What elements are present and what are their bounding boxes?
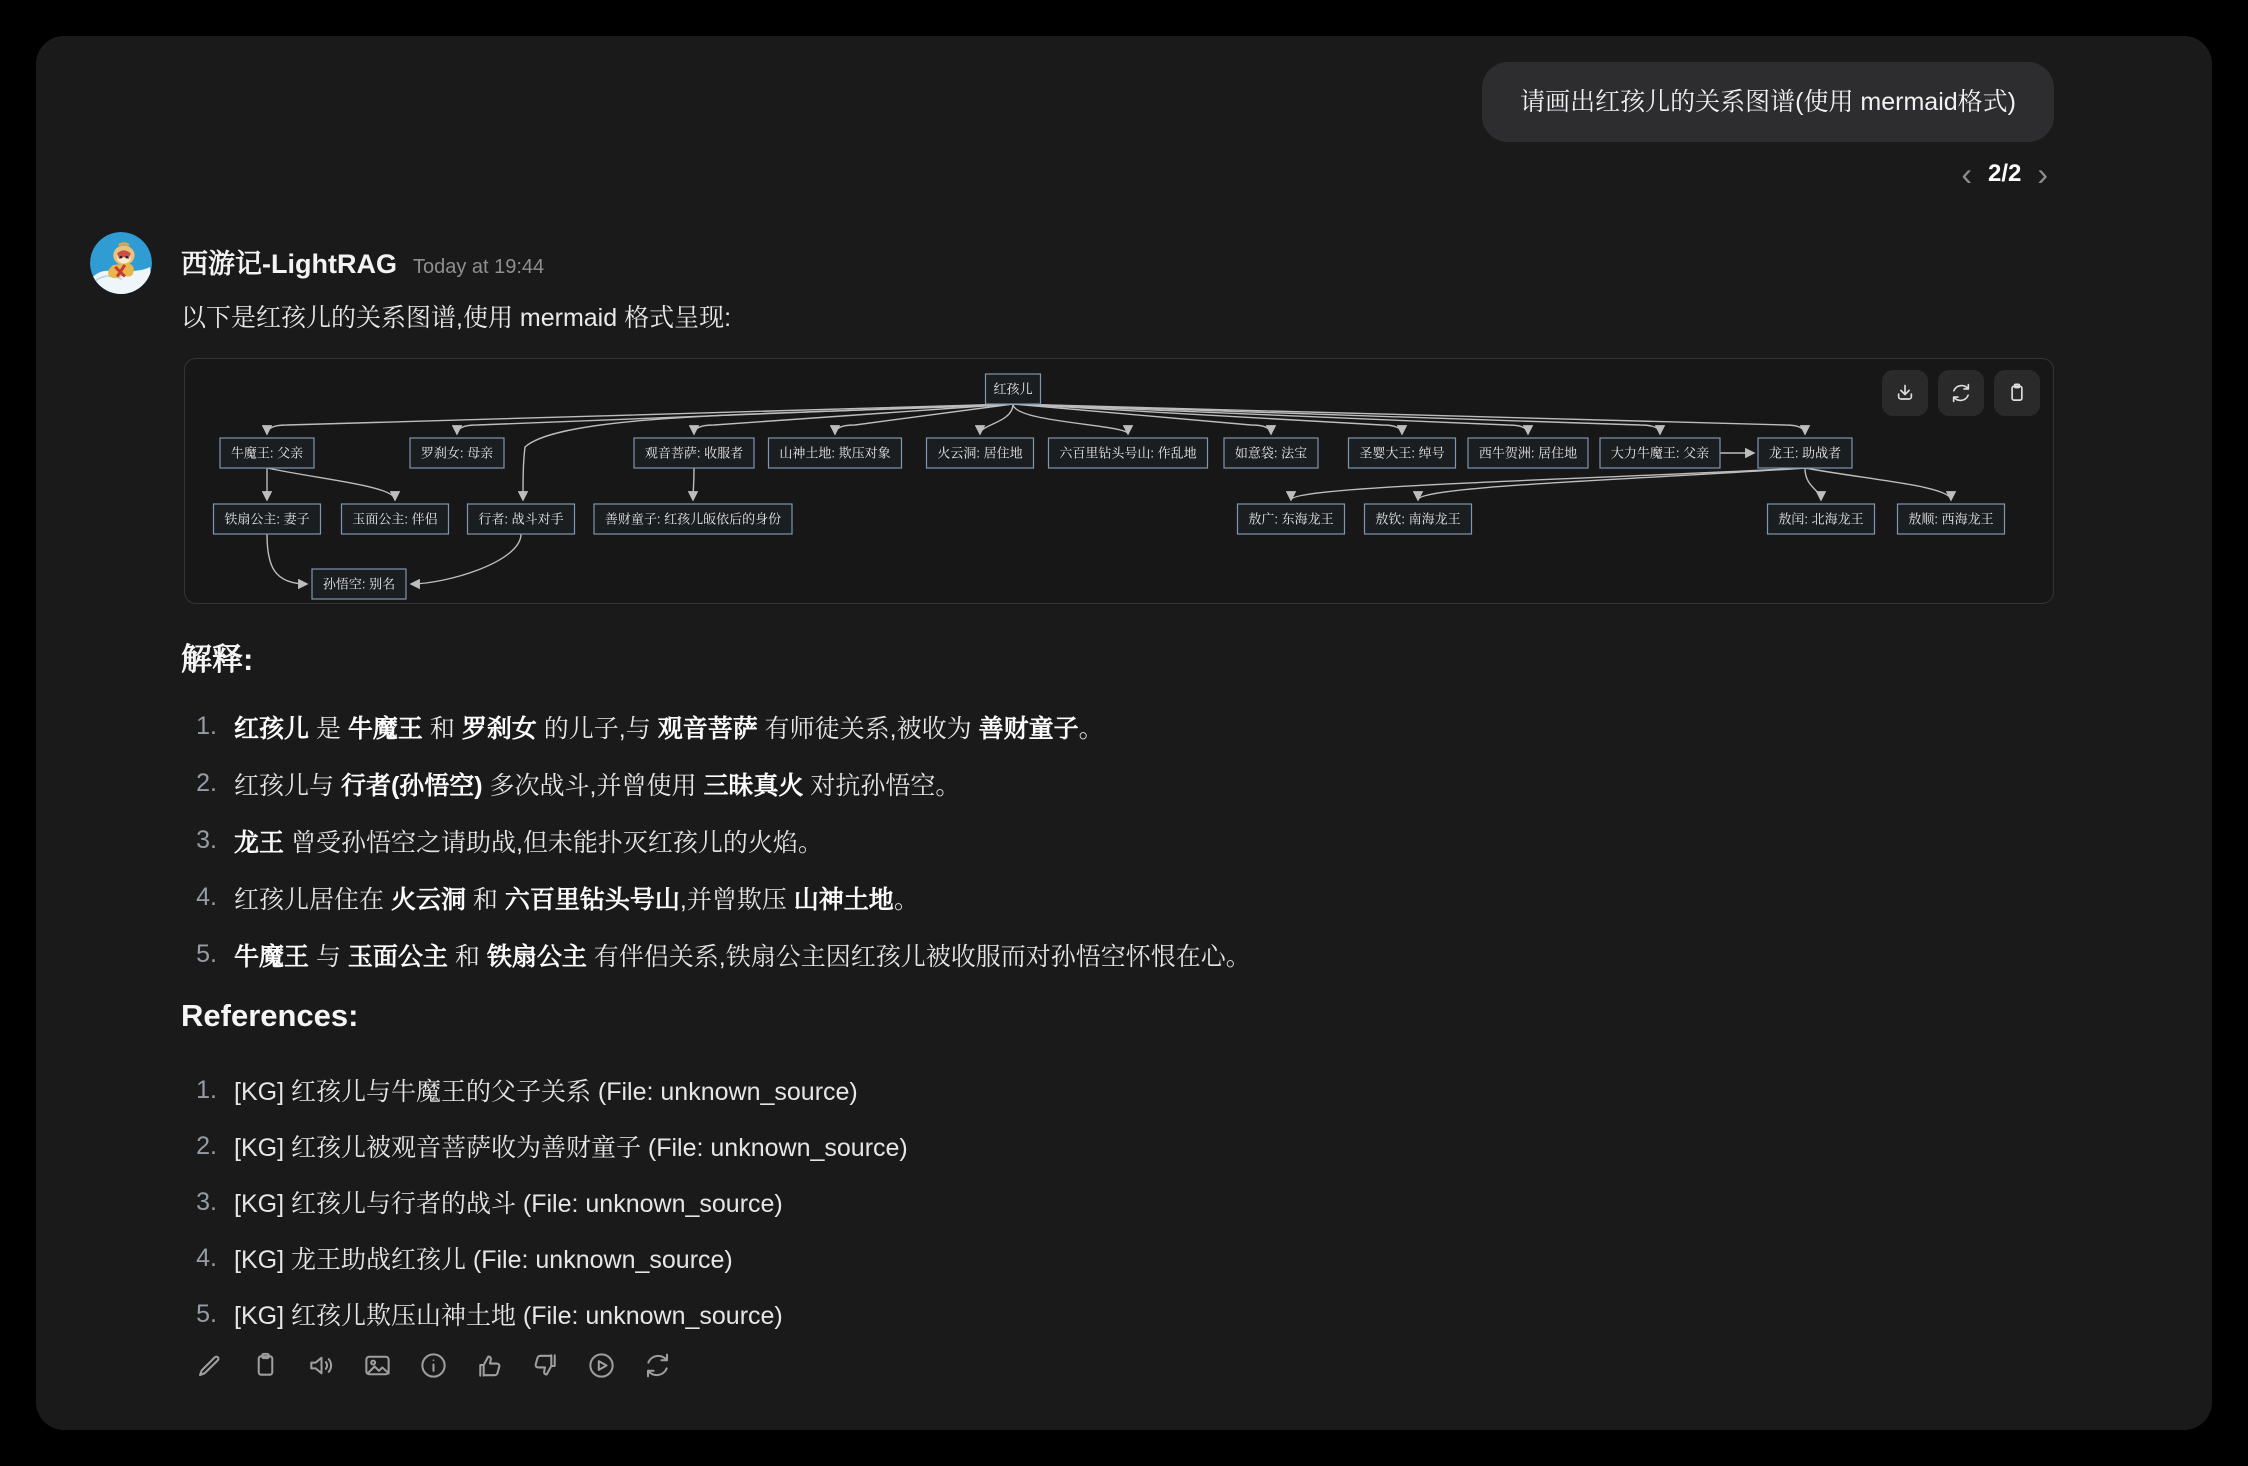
svg-text:罗刹女: 母亲: 罗刹女: 母亲 xyxy=(420,445,494,461)
speaker-icon xyxy=(306,1350,337,1381)
graph-edge-lw-ar xyxy=(1805,468,1821,500)
graph-node-nmw xyxy=(220,438,314,468)
graph-node-dl xyxy=(1600,438,1720,468)
graph-node-lbl xyxy=(1049,438,1208,468)
clipboard-icon xyxy=(2005,381,2029,405)
reference-item-text: [KG] 红孩儿欺压山神土地 (File: unknown_source) xyxy=(234,1302,783,1330)
image-icon xyxy=(362,1350,393,1381)
svg-text:行者: 战斗对手: 行者: 战斗对手 xyxy=(478,511,564,527)
reference-item xyxy=(181,1230,908,1286)
diagram-refresh-button[interactable] xyxy=(1938,370,1984,416)
graph-edge-lw-aq xyxy=(1418,468,1805,500)
monkey-avatar-icon xyxy=(90,232,152,294)
graph-node-ag xyxy=(1238,504,1345,534)
mermaid-diagram xyxy=(184,358,2054,604)
relationship-graph xyxy=(185,359,2053,601)
graph-edge-hhe-hyd xyxy=(980,404,1013,434)
svg-text:敖钦: 南海龙王: 敖钦: 南海龙王 xyxy=(1375,511,1461,527)
reference-item-text: [KG] 红孩儿与行者的战斗 (File: unknown_source) xyxy=(234,1190,783,1218)
graph-edge-xz-swk xyxy=(411,534,521,584)
regenerate-button[interactable] xyxy=(642,1350,673,1381)
graph-edge-nmw-ymg xyxy=(267,468,395,500)
next-page-button[interactable]: › xyxy=(2037,156,2048,192)
chat-panel xyxy=(36,36,2212,1430)
graph-node-hhe xyxy=(986,374,1041,404)
svg-text:大力牛魔王: 父亲: 大力牛魔王: 父亲 xyxy=(1610,445,1710,461)
graph-node-hyd xyxy=(927,438,1034,468)
pencil-icon xyxy=(194,1350,225,1381)
graph-node-swk xyxy=(312,569,406,599)
assistant-intro-text: 以下是红孩儿的关系图谱,使用 mermaid 格式呈现: xyxy=(181,304,732,332)
user-message-bubble xyxy=(1482,62,2054,142)
svg-text:圣婴大王: 绰号: 圣婴大王: 绰号 xyxy=(1359,445,1445,461)
refresh-icon xyxy=(642,1350,673,1381)
info-icon xyxy=(418,1350,449,1381)
svg-text:火云洞: 居住地: 火云洞: 居住地 xyxy=(937,445,1023,461)
diagram-download-button[interactable] xyxy=(1882,370,1928,416)
graph-node-sst xyxy=(769,438,902,468)
graph-edge-gy-scz xyxy=(693,468,694,500)
explanation-item-text: 红孩儿居住在 火云洞 和 六百里钻头号山,并曾欺压 山神土地。 xyxy=(234,885,919,914)
thumbs-up-icon xyxy=(474,1350,505,1381)
svg-text:敖顺: 西海龙王: 敖顺: 西海龙王 xyxy=(1908,511,1994,527)
graph-node-ryd xyxy=(1224,438,1318,468)
explanation-item xyxy=(181,698,1251,755)
explanation-item xyxy=(181,812,1251,869)
svg-text:牛魔王: 父亲: 牛魔王: 父亲 xyxy=(230,445,304,461)
user-message-text: 请画出红孩儿的关系图谱(使用 mermaid格式) xyxy=(1520,88,2016,116)
graph-edge-tsg-swk xyxy=(267,534,307,584)
view-image-button[interactable] xyxy=(362,1350,393,1381)
svg-text:善财童子: 红孩儿皈依后的身份: 善财童子: 红孩儿皈依后的身份 xyxy=(604,511,782,527)
copy-button[interactable] xyxy=(250,1350,281,1381)
svg-text:龙王: 助战者: 龙王: 助战者 xyxy=(1768,445,1842,461)
page-indicator: 2/2 xyxy=(1987,160,2022,187)
graph-node-scz xyxy=(594,504,792,534)
graph-node-lw xyxy=(1758,438,1852,468)
refresh-icon xyxy=(1949,381,1973,405)
message-pagination xyxy=(1961,158,2048,190)
reference-item-text: [KG] 红孩儿与牛魔王的父子关系 (File: unknown_source) xyxy=(234,1078,858,1106)
explanation-heading: 解释: xyxy=(181,642,254,677)
graph-node-aq xyxy=(1365,504,1472,534)
svg-text:敖广: 东海龙王: 敖广: 东海龙王 xyxy=(1248,511,1334,527)
references-list xyxy=(181,1062,908,1342)
explanation-item-text: 牛魔王 与 玉面公主 和 铁扇公主 有伴侣关系,铁扇公主因红孩儿被收服而对孙悟空怀恨在心。 xyxy=(234,942,1251,971)
reference-item-text: [KG] 红孩儿被观音菩萨收为善财童子 (File: unknown_source) xyxy=(234,1134,908,1162)
graph-node-ar xyxy=(1768,504,1875,534)
graph-node-gy xyxy=(634,438,754,468)
thumbs-down-icon xyxy=(530,1350,561,1381)
explanation-item-text: 红孩儿 是 牛魔王 和 罗刹女 的儿子,与 观音菩萨 有师徒关系,被收为 善财童子。 xyxy=(234,714,1104,743)
assistant-message-header xyxy=(181,242,544,281)
svg-text:西牛贺洲: 居住地: 西牛贺洲: 居住地 xyxy=(1478,445,1578,461)
svg-text:红孩儿: 红孩儿 xyxy=(993,381,1033,397)
svg-text:如意袋: 法宝: 如意袋: 法宝 xyxy=(1234,445,1308,461)
svg-text:铁扇公主: 妻子: 铁扇公主: 妻子 xyxy=(224,511,310,527)
graph-node-tsg xyxy=(214,504,321,534)
read-aloud-button[interactable] xyxy=(306,1350,337,1381)
reference-item xyxy=(181,1062,908,1118)
assistant-avatar xyxy=(90,232,152,294)
play-button[interactable] xyxy=(586,1350,617,1381)
graph-node-xnh xyxy=(1468,438,1588,468)
svg-text:玉面公主: 伴侣: 玉面公主: 伴侣 xyxy=(352,511,438,527)
explanation-item xyxy=(181,926,1251,983)
graph-edge-hhe-lsn xyxy=(457,404,1013,434)
reference-item xyxy=(181,1286,908,1342)
explanation-item-text: 红孩儿与 行者(孙悟空) 多次战斗,并曾使用 三昧真火 对抗孙悟空。 xyxy=(234,771,961,800)
diagram-toolbar xyxy=(1882,370,2040,416)
explanation-list xyxy=(181,698,1251,983)
dislike-button[interactable] xyxy=(530,1350,561,1381)
graph-node-lsn xyxy=(410,438,504,468)
graph-node-syd xyxy=(1349,438,1456,468)
clipboard-icon xyxy=(250,1350,281,1381)
download-icon xyxy=(1893,381,1917,405)
graph-node-xz xyxy=(468,504,575,534)
svg-text:六百里钻头号山: 作乱地: 六百里钻头号山: 作乱地 xyxy=(1059,445,1197,461)
references-heading: References: xyxy=(181,998,359,1033)
svg-text:孙悟空: 别名: 孙悟空: 别名 xyxy=(322,576,396,592)
assistant-name: 西游记-LightRAG xyxy=(181,249,397,279)
edit-button[interactable] xyxy=(194,1350,225,1381)
message-action-bar xyxy=(194,1350,673,1381)
explanation-item xyxy=(181,755,1251,812)
explanation-item xyxy=(181,869,1251,926)
svg-text:敖闰: 北海龙王: 敖闰: 北海龙王 xyxy=(1778,511,1864,527)
reference-item xyxy=(181,1174,908,1230)
graph-node-as xyxy=(1898,504,2005,534)
message-timestamp: Today at 19:44 xyxy=(412,256,545,278)
diagram-copy-button[interactable] xyxy=(1994,370,2040,416)
graph-node-ymg xyxy=(342,504,449,534)
explanation-item-text: 龙王 曾受孙悟空之请助战,但未能扑灭红孩儿的火焰。 xyxy=(234,828,823,857)
prev-page-button[interactable]: ‹ xyxy=(1961,156,1972,192)
svg-text:山神土地: 欺压对象: 山神土地: 欺压对象 xyxy=(779,445,891,461)
play-circle-icon xyxy=(586,1350,617,1381)
graph-edge-lw-as xyxy=(1805,468,1951,500)
info-button[interactable] xyxy=(418,1350,449,1381)
reference-item xyxy=(181,1118,908,1174)
reference-item-text: [KG] 龙王助战红孩儿 (File: unknown_source) xyxy=(234,1246,733,1274)
svg-text:观音菩萨: 收服者: 观音菩萨: 收服者 xyxy=(644,445,744,461)
like-button[interactable] xyxy=(474,1350,505,1381)
